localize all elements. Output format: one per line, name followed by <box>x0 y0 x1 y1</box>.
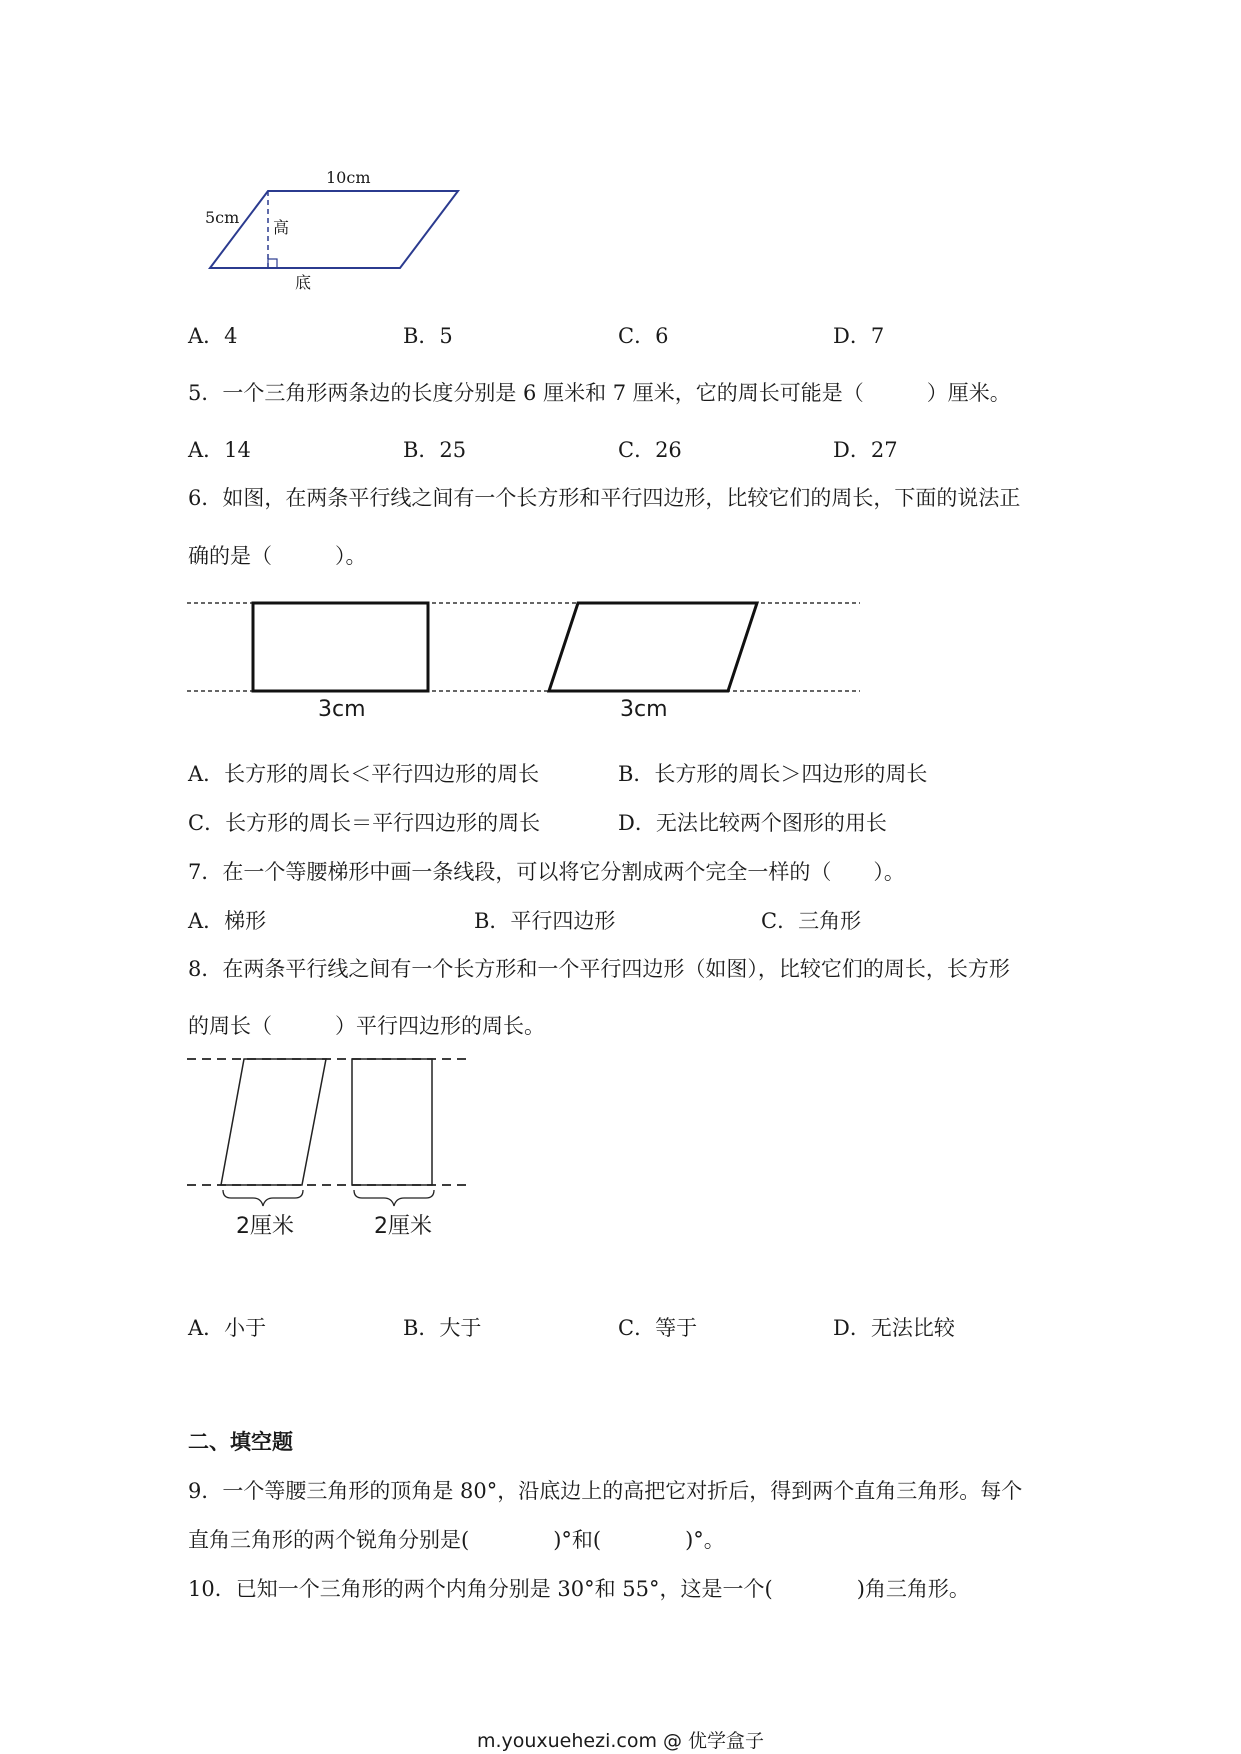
q7-option-c[interactable]: C．三角形 <box>761 909 862 933</box>
q8-option-b[interactable]: B．大于 <box>403 1316 482 1340</box>
q10-text: 10．已知一个三角形的两个内角分别是 30°和 55°，这是一个( )角三角形。 <box>188 1577 970 1601</box>
q6-option-d[interactable]: D．无法比较两个图形的用长 <box>618 811 887 835</box>
fig1-height-label: 高 <box>273 218 290 237</box>
q4-option-b[interactable]: B．5 <box>403 324 453 348</box>
q8-option-d[interactable]: D．无法比较 <box>833 1316 955 1340</box>
section2-title: 二、填空题 <box>188 1430 293 1454</box>
q6-line1: 6．如图，在两条平行线之间有一个长方形和平行四边形，比较它们的周长，下面的说法正 <box>188 486 1021 510</box>
q8-option-a[interactable]: A．小于 <box>188 1316 267 1340</box>
q6-line2: 确的是（ ）。 <box>188 544 367 568</box>
q4-option-a[interactable]: A．4 <box>188 324 238 348</box>
q5-option-c[interactable]: C．26 <box>618 438 682 462</box>
q6-option-c[interactable]: C．长方形的周长＝平行四边形的周长 <box>188 811 541 835</box>
fig1-top-label: 10cm <box>326 168 371 187</box>
q4-option-d[interactable]: D．7 <box>833 324 885 348</box>
q6-rect-label: 3cm <box>318 697 366 722</box>
q6-option-b[interactable]: B．长方形的周长＞四边形的周长 <box>618 762 928 786</box>
q8-option-c[interactable]: C．等于 <box>618 1316 698 1340</box>
q8-parallelogram <box>221 1059 326 1185</box>
q6-para-label: 3cm <box>620 697 668 722</box>
q9-line1: 9．一个等腰三角形的顶角是 80°，沿底边上的高把它对折后，得到两个直角三角形。每个 <box>188 1479 1023 1503</box>
q7-option-a[interactable]: A．梯形 <box>188 909 267 933</box>
footer-watermark: m.youxuehezi.com @ 优学盒子 <box>476 1730 765 1752</box>
q8-line1: 8．在两条平行线之间有一个长方形和一个平行四边形（如图），比较它们的周长，长方形 <box>188 957 1010 981</box>
q8-brace-right <box>354 1190 434 1206</box>
q9-line2: 直角三角形的两个锐角分别是( )°和( )°。 <box>188 1528 725 1552</box>
q6-option-a[interactable]: A．长方形的周长＜平行四边形的周长 <box>188 762 540 786</box>
q8-brace-left <box>223 1190 303 1206</box>
q8-rectangle <box>352 1059 432 1185</box>
fig1-side-label: 5cm <box>205 208 240 227</box>
q5-option-b[interactable]: B．25 <box>403 438 467 462</box>
q8-line2: 的周长（ ）平行四边形的周长。 <box>188 1014 545 1038</box>
q7-text: 7．在一个等腰梯形中画一条线段，可以将它分割成两个完全一样的（ ）。 <box>188 860 905 884</box>
fig1-base-label: 底 <box>295 273 312 292</box>
q8-right-label: 2厘米 <box>374 1214 432 1239</box>
q5-option-a[interactable]: A．14 <box>188 438 251 462</box>
q5-option-d[interactable]: D．27 <box>833 438 898 462</box>
q5-text: 5．一个三角形两条边的长度分别是 6 厘米和 7 厘米，它的周长可能是（ ）厘米。 <box>188 381 1011 405</box>
q8-left-label: 2厘米 <box>236 1214 294 1239</box>
q4-option-c[interactable]: C．6 <box>618 324 669 348</box>
q7-option-b[interactable]: B．平行四边形 <box>474 909 616 933</box>
